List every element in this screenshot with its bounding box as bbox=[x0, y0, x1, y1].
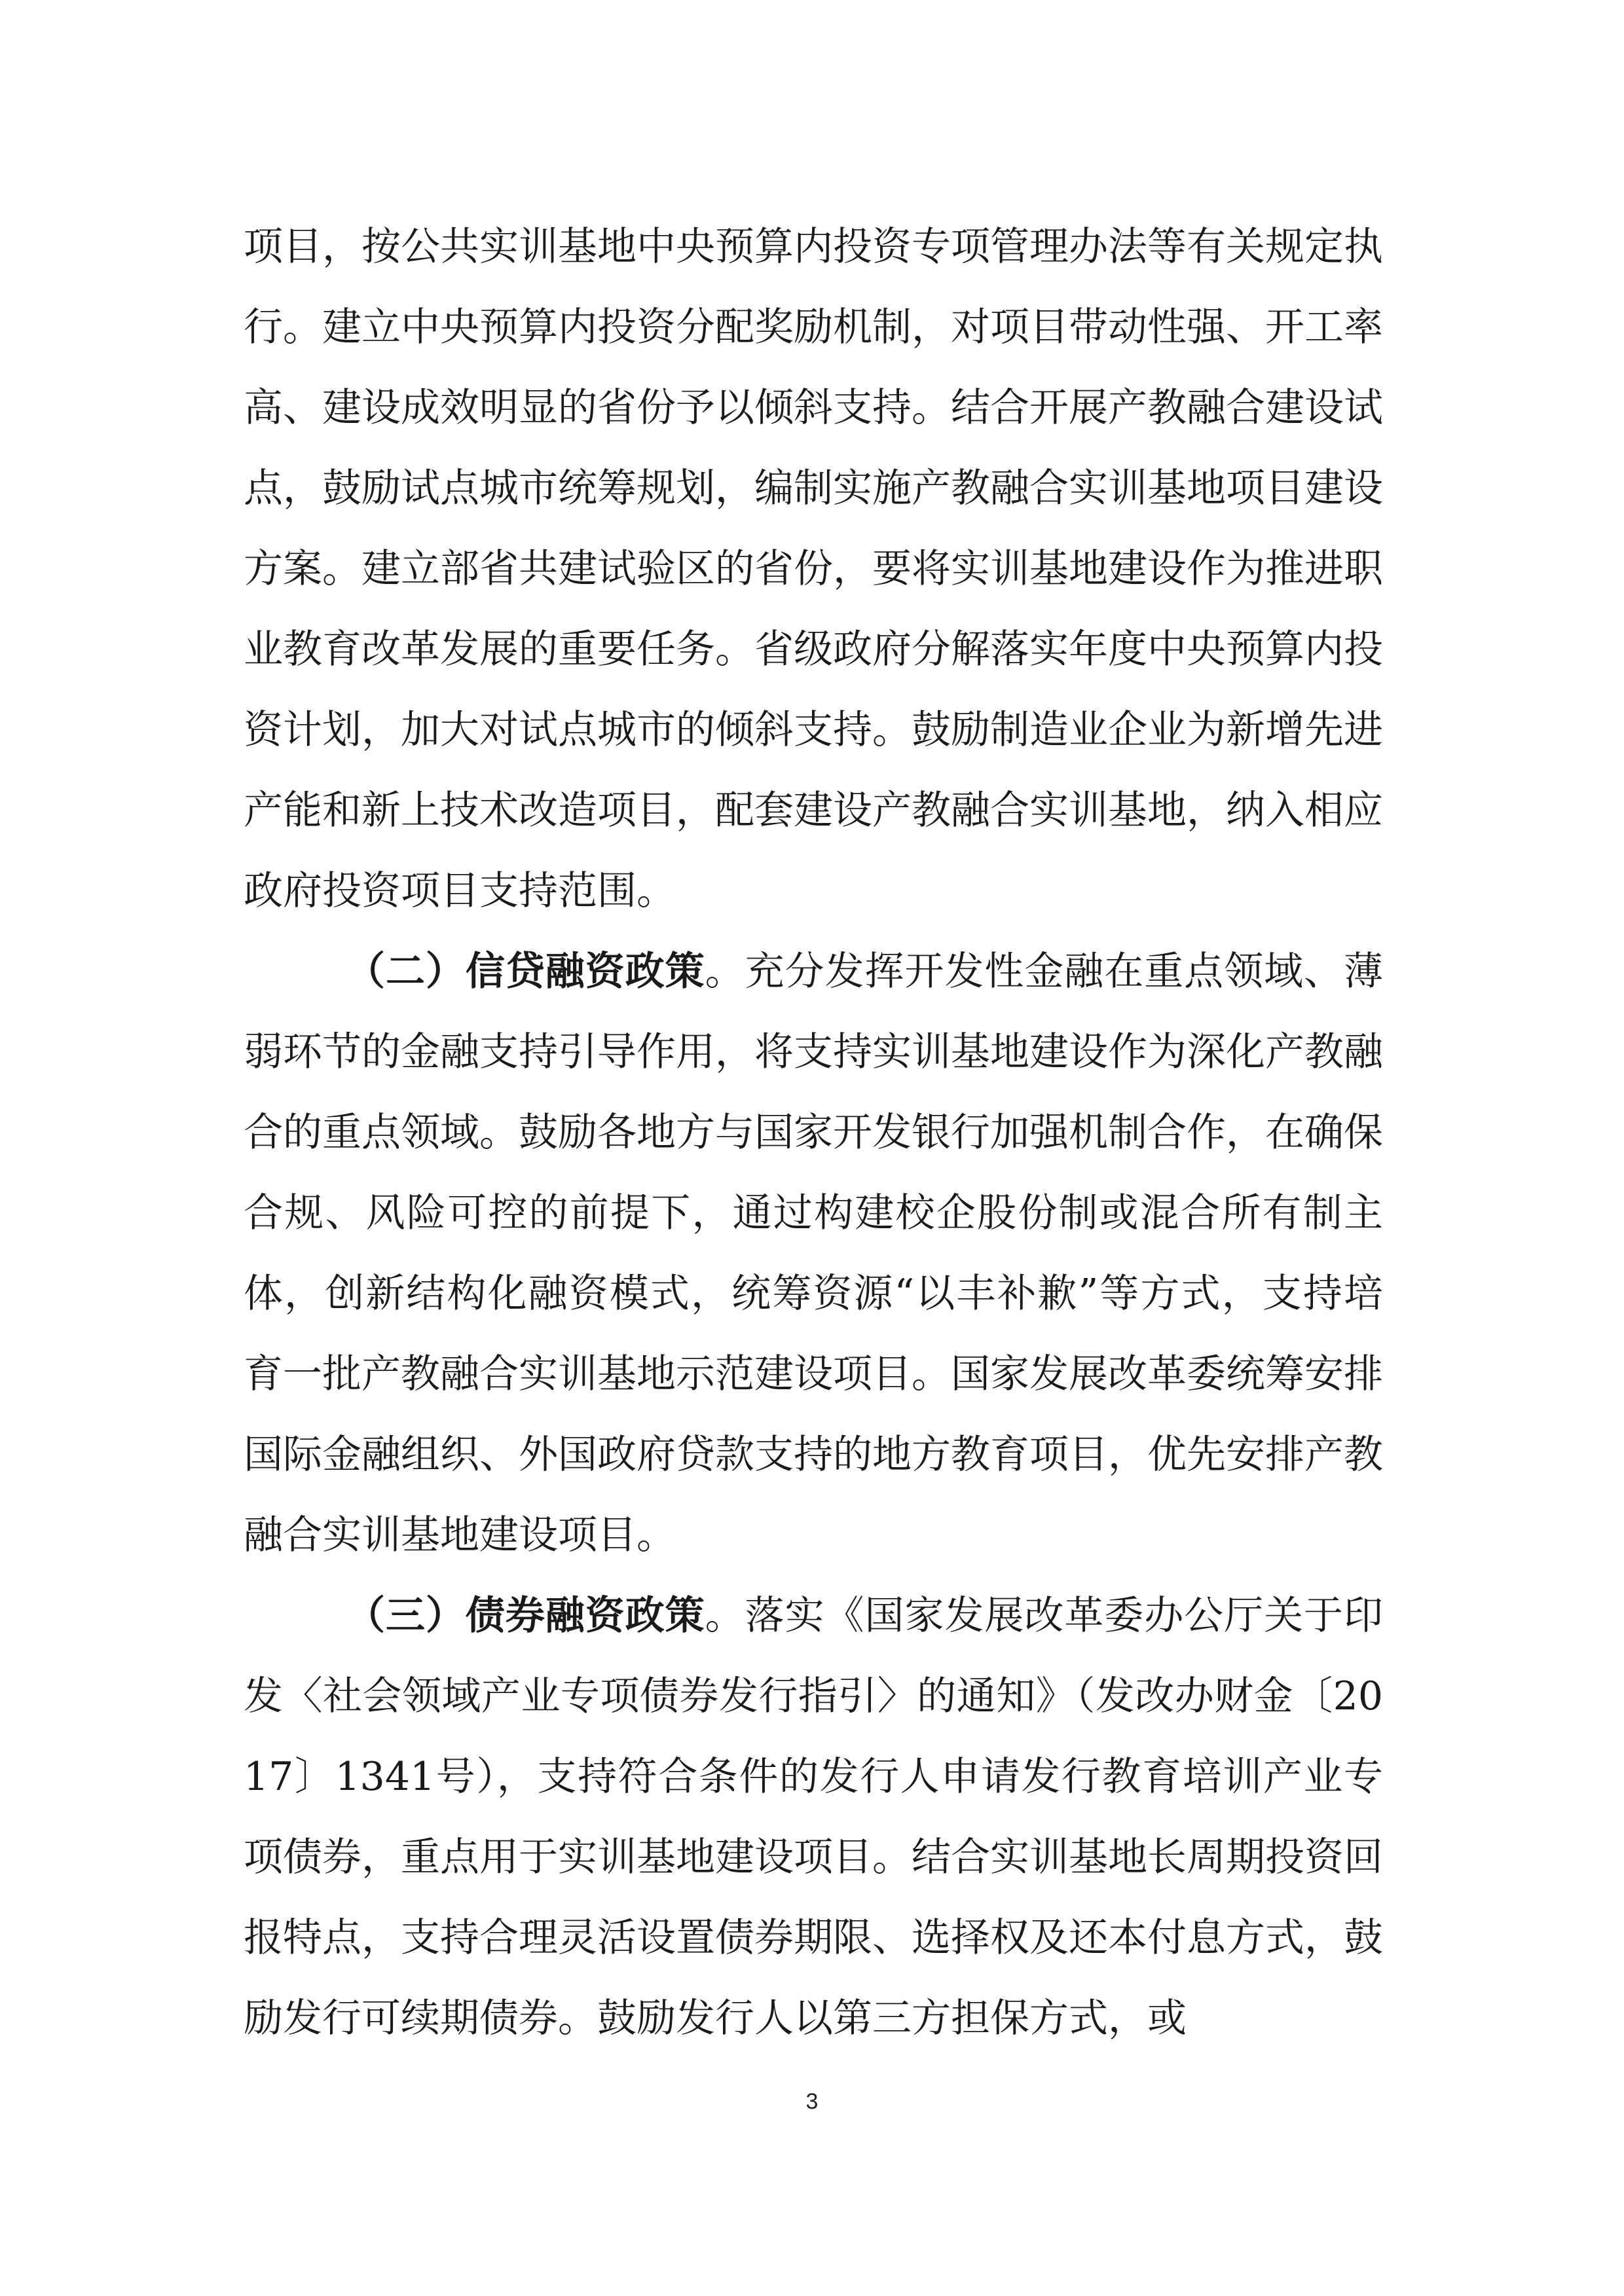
paragraph-continued bbox=[244, 207, 1383, 932]
section-heading-bond-financing: （三）债券融资政策 bbox=[346, 1593, 705, 1639]
paragraph-credit-financing bbox=[244, 932, 1383, 1576]
paragraph-bond-financing bbox=[244, 1576, 1383, 2059]
paragraph-text: 。充分发挥开发性金融在重点领域、薄弱环节的金融支持引导作用，将支持实训基地建设作为深化产教融合的重点领域。鼓励各地方与国家开发银行加强机制合作，在确保合规、风险可控的前提下，通过构建校企股份制或混合所有制主体，创新结构化融资模式，统筹资源“以丰补歉”等方式，支持培育一批产教融合实训基地示范建设项目。国家发展改革委统筹安排国际金融组织、外国政府贷款支持的地方教育项目，优先安排产教融合实训基地建设项目。 bbox=[244, 949, 1383, 1558]
paragraph-text: 项目，按公共实训基地中央预算内投资专项管理办法等有关规定执行。建立中央预算内投资分配奖励机制，对项目带动性强、开工率高、建设成效明显的省份予以倾斜支持。结合开展产教融合建设试点，鼓励试点城市统筹规划，编制实施产教融合实训基地项目建设方案。建立部省共建试验区的省份，要将实训基地建设作为推进职业教育改革发展的重要任务。省级政府分解落实年度中央预算内投资计划，加大对试点城市的倾斜支持。鼓励制造业企业为新增先进产能和新上技术改造项目，配套建设产教融合实训基地，纳入相应政府投资项目支持范围。 bbox=[244, 224, 1383, 914]
body-text bbox=[244, 207, 1383, 2059]
paragraph-text: 。落实《国家发展改革委办公厅关于印发〈社会领域产业专项债券发行指引〉的通知》（发改办财金〔2017〕1341号），支持符合条件的发行人申请发行教育培训产业专项债券，重点用于实训基地建设项目。结合实训基地长周期投资回报特点，支持合理灵活设置债券期限、选择权及还本付息方式，鼓励发行可续期债券。鼓励发行人以第三方担保方式，或 bbox=[244, 1593, 1383, 2041]
section-heading-credit-financing: （二）信贷融资政策 bbox=[346, 949, 705, 994]
page-number: 3 bbox=[805, 2089, 819, 2114]
